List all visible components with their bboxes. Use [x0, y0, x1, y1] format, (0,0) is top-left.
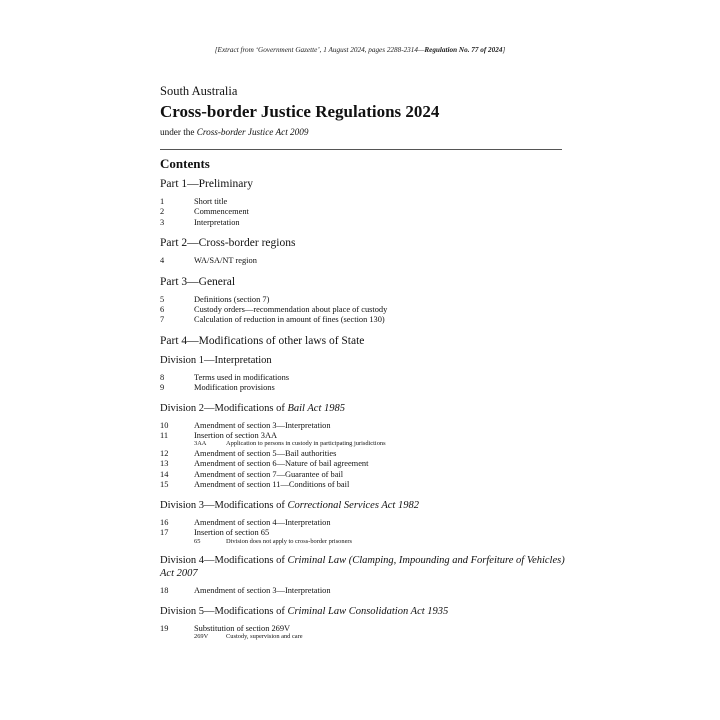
entry-number: 14	[160, 469, 169, 479]
division-3-entries	[160, 518, 580, 546]
entry-text: Amendment of section 6—Nature of bail agreement	[194, 459, 369, 469]
divider	[160, 149, 562, 150]
entry-text: WA/SA/NT region	[194, 256, 257, 266]
division-prefix: Division 4—Modifications of	[160, 555, 288, 567]
entry-text: Amendment of section 5—Bail authorities	[194, 449, 337, 459]
toc-entry[interactable]	[160, 315, 580, 325]
entry-text: Amendment of section 11—Conditions of bail	[194, 480, 350, 490]
table-of-contents	[160, 177, 580, 648]
entry-number: 3	[160, 217, 165, 227]
subentry-text: Custody, supervision and care	[226, 632, 303, 640]
toc-entry[interactable]	[160, 449, 580, 459]
toc-entry[interactable]	[160, 518, 580, 528]
toc-subentry[interactable]	[160, 440, 580, 449]
division-4-heading[interactable]	[160, 554, 580, 580]
subentry-text: Division does not apply to cross-border prisoners	[226, 537, 353, 545]
part-1-entries	[160, 197, 580, 228]
extract-regulation: Regulation No. 77 of 2024	[424, 46, 503, 54]
toc-entry[interactable]	[160, 480, 580, 490]
division-prefix: Division 3—Modifications of	[160, 499, 288, 511]
entry-text: Amendment of section 4—Interpretation	[194, 517, 331, 527]
entry-text: Interpretation	[194, 217, 240, 227]
division-act: Criminal Law Consolidation Act 1935	[287, 605, 449, 617]
toc-entry[interactable]	[160, 256, 580, 266]
division-prefix: Division 2—Modifications of	[160, 402, 288, 414]
part-4-heading[interactable]: Part 4—Modifications of other laws of State	[160, 334, 365, 347]
entry-text: Amendment of section 3—Interpretation	[194, 420, 331, 430]
entry-text: Terms used in modifications	[194, 372, 290, 382]
regulation-title: Cross-border Justice Regulations 2024	[160, 102, 440, 121]
subentry-number: 65	[194, 537, 201, 545]
division-act: Correctional Services Act 1982	[287, 499, 419, 511]
entry-number: 17	[160, 528, 169, 538]
extract-suffix: ]	[502, 46, 506, 54]
division-5-entries	[160, 624, 580, 642]
entry-number: 19	[160, 623, 169, 633]
part-1-heading[interactable]: Part 1—Preliminary	[160, 178, 253, 190]
entry-text: Amendment of section 3—Interpretation	[194, 586, 331, 596]
entry-number: 7	[160, 315, 165, 325]
entry-text: Insertion of section 65	[194, 528, 270, 538]
division-act: Criminal Law (Clamping, Impounding and Forfeiture of Vehicles) Act 2007	[160, 555, 565, 580]
toc-entry[interactable]	[160, 459, 580, 469]
toc-entry[interactable]	[160, 586, 580, 596]
toc-entry[interactable]	[160, 470, 580, 480]
entry-number: 2	[160, 207, 165, 217]
toc-subentry[interactable]	[160, 633, 580, 642]
division-act: Bail Act 1985	[287, 402, 346, 414]
gazette-extract-line	[0, 46, 720, 54]
division-prefix: Division 5—Modifications of	[160, 605, 288, 617]
extract-prefix: [Extract from ‘Government Gazette’, 1 August 2024, pages 2288-2314—	[214, 46, 425, 54]
under-prefix: under the	[160, 127, 197, 137]
part-2-entries	[160, 256, 580, 266]
division-4-entries	[160, 586, 580, 596]
entry-number: 9	[160, 383, 165, 393]
entry-number: 12	[160, 449, 169, 459]
entry-text: Definitions (section 7)	[194, 294, 270, 304]
toc-entry[interactable]	[160, 295, 580, 305]
subentry-number: 269V	[194, 632, 209, 640]
division-5-heading[interactable]	[160, 605, 580, 618]
entry-text: Amendment of section 7—Guarantee of bail	[194, 469, 344, 479]
entry-number: 18	[160, 586, 169, 596]
toc-entry[interactable]	[160, 207, 580, 217]
entry-number: 6	[160, 305, 165, 315]
entry-text: Insertion of section 3AA	[194, 431, 278, 441]
entry-text: Substitution of section 269V	[194, 623, 291, 633]
entry-number: 11	[160, 431, 169, 441]
entry-number: 16	[160, 517, 169, 527]
under-act: Cross-border Justice Act 2009	[196, 127, 309, 137]
division-2-heading[interactable]	[160, 402, 580, 415]
subentry-text: Application to persons in custody in participating jurisdictions	[226, 440, 386, 448]
part-3-entries	[160, 295, 580, 326]
toc-entry[interactable]	[160, 218, 580, 228]
toc-entry[interactable]	[160, 197, 580, 207]
entry-number: 10	[160, 420, 169, 430]
part-3-heading[interactable]: Part 3—General	[160, 275, 236, 288]
entry-number: 4	[160, 256, 165, 266]
entry-text: Commencement	[194, 207, 249, 217]
entry-text: Modification provisions	[194, 383, 275, 393]
jurisdiction: South Australia	[160, 84, 238, 98]
toc-entry[interactable]	[160, 373, 580, 383]
subentry-number: 3AA	[194, 440, 207, 448]
entry-number: 13	[160, 459, 169, 469]
division-3-heading[interactable]	[160, 499, 580, 512]
toc-entry[interactable]	[160, 383, 580, 393]
entry-text: Short title	[194, 197, 228, 206]
entry-text: Calculation of reduction in amount of fines (section 130)	[194, 315, 385, 325]
toc-subentry[interactable]	[160, 538, 580, 547]
entry-number: 5	[160, 294, 165, 304]
toc-entry[interactable]	[160, 421, 580, 431]
part-2-heading[interactable]: Part 2—Cross-border regions	[160, 237, 296, 250]
toc-entry[interactable]	[160, 305, 580, 315]
division-1-entries	[160, 373, 580, 394]
entry-number: 1	[160, 197, 165, 206]
division-1-heading[interactable]: Division 1—Interpretation	[160, 354, 272, 366]
contents-heading: Contents	[160, 156, 210, 171]
entry-text: Custody orders—recommendation about place of custody	[194, 305, 388, 315]
entry-number: 15	[160, 480, 169, 490]
under-act-line	[160, 127, 308, 137]
division-2-entries	[160, 421, 580, 491]
entry-number: 8	[160, 372, 165, 382]
